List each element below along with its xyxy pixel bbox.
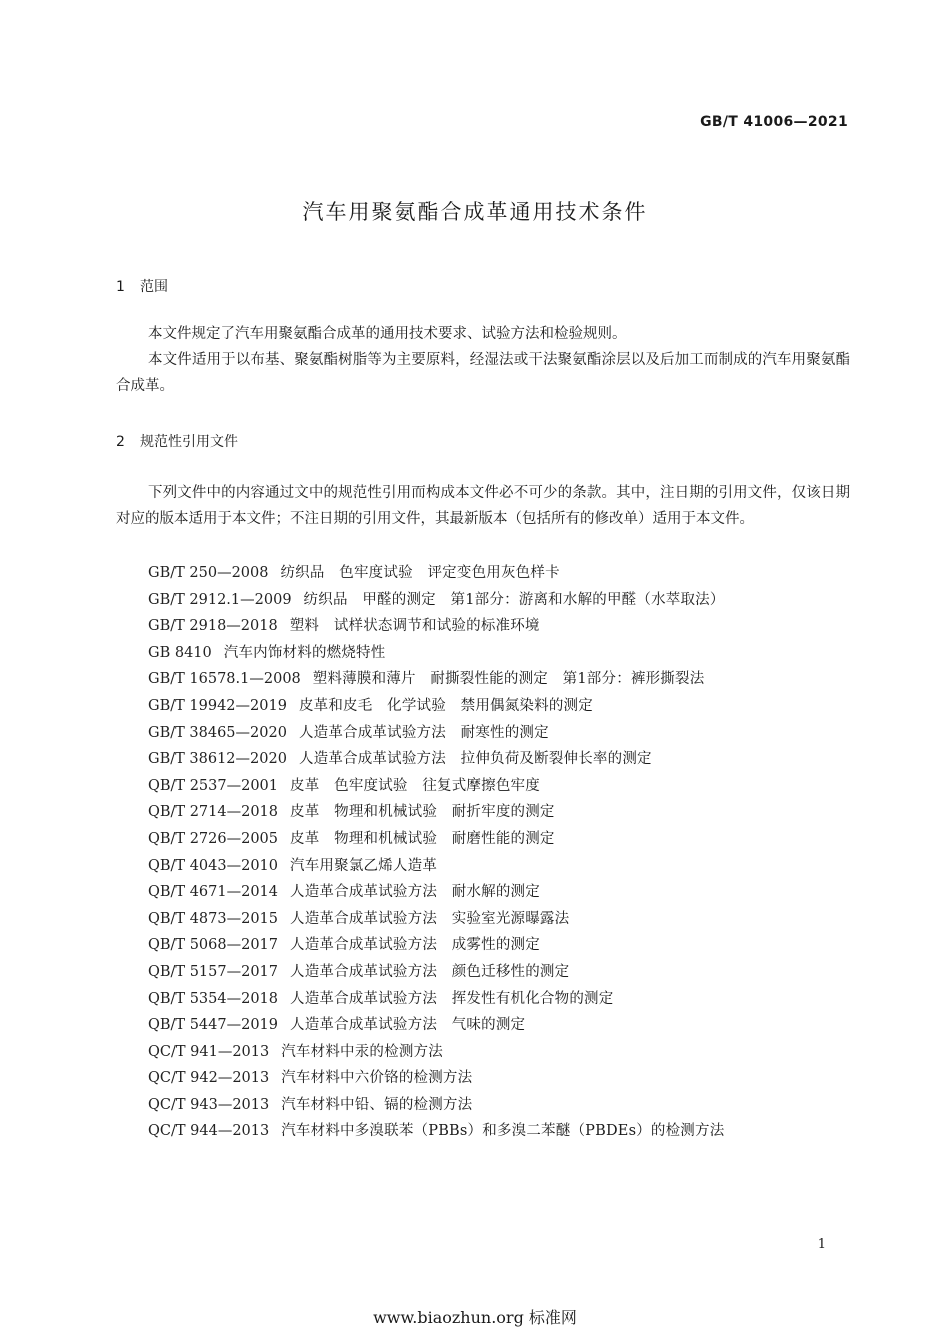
- reference-code: QB/T 2714—2018: [148, 804, 279, 821]
- reference-title: 汽车用聚氯乙烯人造革: [290, 857, 438, 874]
- reference-code: QC/T 941—2013: [148, 1043, 270, 1060]
- reference-title: 纺织品 甲醛的测定 第1部分：游离和水解的甲醛（水萃取法）: [303, 591, 725, 608]
- reference-title: 皮革 物理和机械试验 耐折牢度的测定: [290, 804, 555, 821]
- reference-code: GB/T 16578.1—2008: [148, 671, 301, 688]
- reference-title: 皮革 物理和机械试验 耐磨性能的测定: [290, 830, 555, 847]
- reference-code: QB/T 5068—2017: [148, 937, 279, 954]
- reference-code: GB/T 250—2008: [148, 565, 269, 581]
- reference-item: [148, 773, 725, 800]
- footer-watermark: www.biaozhun.org 标准网: [373, 1308, 577, 1327]
- reference-code: QB/T 4873—2015: [148, 910, 279, 927]
- section-1-paragraph-2: 本文件适用于以布基、聚氨酯树脂等为主要原料，经湿法或干法聚氨酯涂层以及后加工而制成的汽车用聚氨酯合成革。: [116, 352, 850, 394]
- reference-title: 人造革合成革试验方法 气味的测定: [290, 1017, 526, 1034]
- reference-item: [148, 826, 725, 853]
- standard-number: GB/T 41006—2021: [700, 114, 848, 130]
- reference-code: QC/T 944—2013: [148, 1123, 270, 1140]
- reference-code: GB/T 38612—2020: [148, 751, 287, 768]
- reference-title: 皮革 色牢度试验 往复式摩擦色牢度: [290, 777, 540, 794]
- section-1-title: 范围: [140, 279, 168, 295]
- reference-title: 汽车材料中多溴联苯（PBBs）和多溴二苯醚（PBDEs）的检测方法: [281, 1123, 725, 1140]
- reference-code: GB 8410: [148, 644, 212, 661]
- reference-list: [148, 560, 725, 1145]
- reference-item: [148, 986, 725, 1013]
- reference-title: 人造革合成革试验方法 拉伸负荷及断裂伸长率的测定: [298, 751, 652, 768]
- reference-code: QB/T 5157—2017: [148, 963, 279, 980]
- reference-code: GB/T 38465—2020: [148, 724, 287, 741]
- reference-item: [148, 799, 725, 826]
- reference-title: 人造革合成革试验方法 实验室光源曝露法: [290, 910, 570, 927]
- reference-code: QB/T 5354—2018: [148, 990, 279, 1007]
- reference-code: QB/T 2726—2005: [148, 830, 279, 847]
- reference-code: QC/T 943—2013: [148, 1096, 270, 1113]
- reference-code: QB/T 5447—2019: [148, 1017, 279, 1034]
- reference-item: [148, 1118, 725, 1145]
- reference-title: 汽车内饰材料的燃烧特性: [223, 644, 386, 661]
- reference-code: QC/T 942—2013: [148, 1070, 270, 1087]
- reference-item: [148, 693, 725, 720]
- reference-code: QB/T 4671—2014: [148, 884, 279, 901]
- section-2-intro: 下列文件中的内容通过文中的规范性引用而构成本文件必不可少的条款。其中，注日期的引用文件，仅该日期对应的版本适用于本文件；不注日期的引用文件，其最新版本（包括所有的修改单）适用于本文件。: [116, 485, 850, 527]
- reference-title: 人造革合成革试验方法 耐寒性的测定: [298, 724, 549, 741]
- reference-code: GB/T 2912.1—2009: [148, 591, 292, 608]
- section-2-number: 2: [116, 434, 125, 450]
- reference-title: 人造革合成革试验方法 颜色迁移性的测定: [290, 963, 570, 980]
- reference-title: 纺织品 色牢度试验 评定变色用灰色样卡: [280, 565, 560, 581]
- reference-item: [148, 746, 725, 773]
- reference-title: 人造革合成革试验方法 耐水解的测定: [290, 884, 540, 901]
- reference-item: [148, 1012, 725, 1039]
- reference-title: 汽车材料中六价铬的检测方法: [281, 1070, 473, 1087]
- reference-item: [148, 1039, 725, 1066]
- reference-title: 人造革合成革试验方法 成雾性的测定: [290, 937, 540, 954]
- reference-item: [148, 560, 725, 587]
- reference-title: 皮革和皮毛 化学试验 禁用偶氮染料的测定: [298, 697, 593, 714]
- reference-item: [148, 853, 725, 880]
- reference-item: [148, 959, 725, 986]
- reference-item: [148, 1065, 725, 1092]
- reference-item: [148, 587, 725, 614]
- reference-item: [148, 720, 725, 747]
- reference-title: 汽车材料中汞的检测方法: [281, 1043, 443, 1060]
- reference-item: [148, 879, 725, 906]
- document-title: 汽车用聚氨酯合成革通用技术条件: [302, 200, 648, 224]
- page-number: 1: [817, 1237, 826, 1252]
- section-2-title: 规范性引用文件: [140, 434, 238, 450]
- reference-title: 塑料薄膜和薄片 耐撕裂性能的测定 第1部分：裤形撕裂法: [312, 671, 705, 688]
- section-1-number: 1: [116, 279, 125, 295]
- reference-code: QB/T 2537—2001: [148, 777, 279, 794]
- reference-item: [148, 613, 725, 640]
- section-2-heading: [116, 431, 238, 451]
- section-1-heading: [116, 276, 168, 296]
- reference-item: [148, 932, 725, 959]
- reference-item: [148, 906, 725, 933]
- reference-item: [148, 666, 725, 693]
- reference-code: GB/T 2918—2018: [148, 618, 278, 635]
- reference-title: 汽车材料中铅、镉的检测方法: [281, 1096, 473, 1113]
- reference-item: [148, 640, 725, 667]
- section-1-paragraph-1: 本文件规定了汽车用聚氨酯合成革的通用技术要求、试验方法和检验规则。: [148, 326, 627, 342]
- reference-code: QB/T 4043—2010: [148, 857, 279, 874]
- reference-title: 人造革合成革试验方法 挥发性有机化合物的测定: [290, 990, 614, 1007]
- reference-title: 塑料 试样状态调节和试验的标准环境: [289, 618, 540, 635]
- reference-code: GB/T 19942—2019: [148, 697, 287, 714]
- reference-item: [148, 1092, 725, 1119]
